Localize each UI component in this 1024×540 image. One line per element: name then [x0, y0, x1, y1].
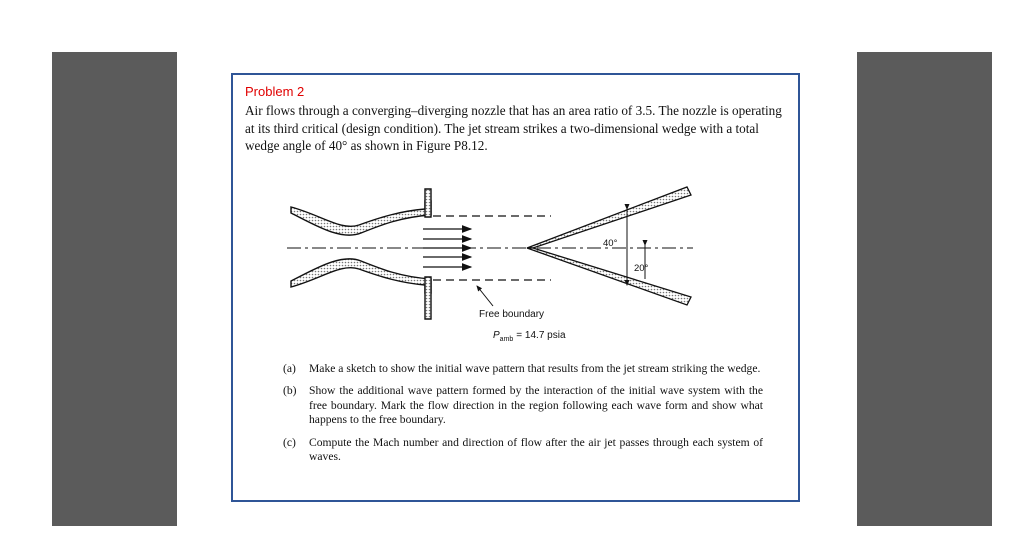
question-part-b	[283, 384, 763, 427]
wedge-lower-face	[527, 248, 691, 305]
angle-40-label: 40°	[603, 238, 618, 249]
nozzle-diagram	[281, 183, 701, 351]
pressure-subscript: amb	[499, 336, 514, 343]
pressure-symbol: P	[493, 330, 500, 341]
angle-20-label: 20°	[634, 263, 649, 274]
nozzle-lower-flange	[425, 277, 431, 319]
pressure-label	[493, 330, 566, 343]
question-part-c	[283, 436, 763, 465]
nozzle-upper-wall	[291, 201, 431, 235]
part-text: Compute the Mach number and direction of flow after the air jet passes through each system of waves.	[309, 435, 763, 464]
part-text: Make a sketch to show the initial wave pattern that results from the jet stream striking the wedge.	[309, 362, 761, 375]
part-label: (c)	[283, 435, 296, 449]
part-label: (b)	[283, 384, 297, 398]
nozzle-wedge-figure	[281, 183, 701, 351]
part-label: (a)	[283, 362, 296, 375]
nozzle-lower-wall	[291, 259, 431, 293]
problem-title: Problem 2	[245, 84, 305, 99]
problem-card	[231, 73, 800, 502]
part-text: Show the additional wave pattern formed by the interaction of the initial wave system with the free boundary. Mark the flow direction in the region following each wave form and show what happens to the free boundary.	[309, 384, 763, 427]
pressure-value: = 14.7 psia	[516, 330, 566, 341]
question-part-a	[283, 362, 763, 376]
left-background-panel	[52, 52, 177, 526]
free-boundary-label: Free boundary	[479, 309, 545, 320]
nozzle-upper-flange	[425, 189, 431, 217]
right-background-panel	[857, 52, 992, 526]
free-boundary-leader	[477, 286, 493, 306]
problem-intro: Air flows through a converging–diverging nozzle that has an area ratio of 3.5. The nozzle is operating at its third critical (design condition). The jet stream strikes a two-dimensional wedge with a total wedge angle of 40° as shown in Figure P8.12.	[245, 103, 782, 153]
question-parts-list	[283, 362, 763, 472]
